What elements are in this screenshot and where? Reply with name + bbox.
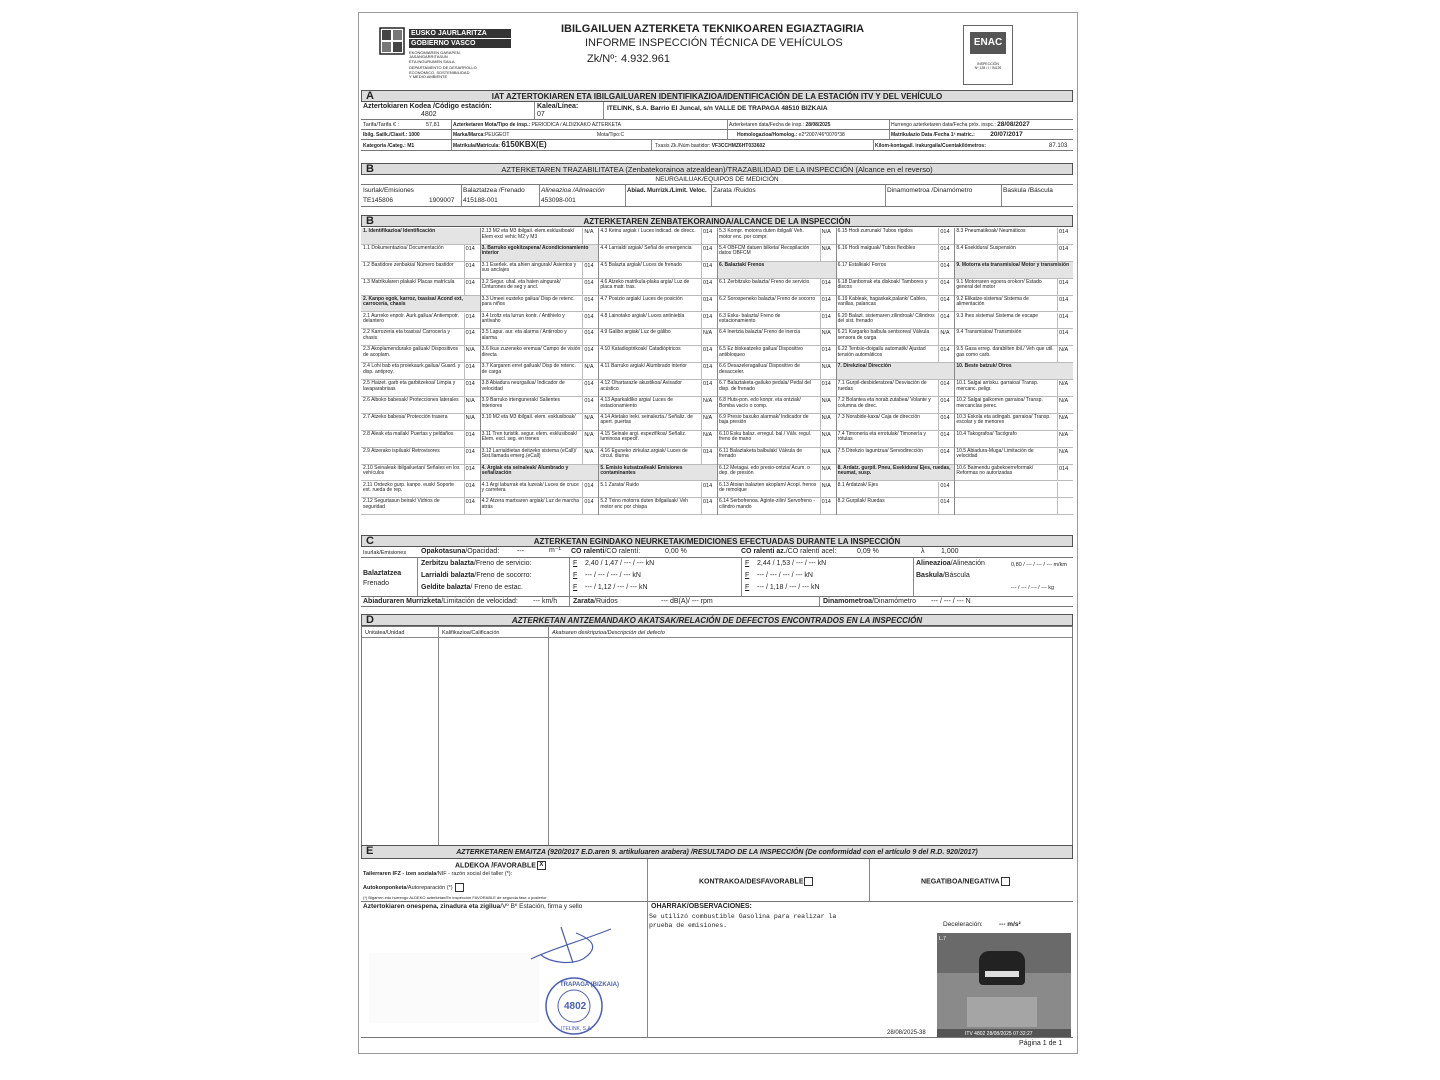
scope-group-header: 6. Balaztak/ Frenos [717,262,836,279]
result-block: ALDEKOA /FAVORABLE X Tailerraren IFZ - izen soziala/NIF - razón social del taller (*): Autokonponketa/Autoreparación (*) (*) Bigarren edo hurrengo ALDEKO azterketan/En inspección FAVORABLE de segunda fase o posterior KONTRAKOA/DESFAVORABLE NEGATIBOA/NEGATIVA [361,859,1073,902]
scope-item-code: 014 [582,262,598,279]
scope-item-label: 4.11 Barruko argiak/ Alumbrado interior [598,363,701,380]
scope-group-header: 9. Motorra eta transmisioa/ Motor y transmisión [954,262,1073,279]
section-d-header: D AZTERKETAN ANTZEMANDAKO AKATSAK/RELACIÓN DE DEFECTOS ENCONTRADOS EN LA INSPECCIÓN [361,614,1073,626]
scope-item-code: N/A [820,465,836,482]
scope-item-label: 6.17 Estalkiak/ Forros [836,262,939,279]
scope-item-code: 014 [938,346,954,363]
signature-icon [521,919,631,969]
station-name: ITELINK, S.A. Barrio El Juncal, s/n VALLE DE TRAPAGA 48510 BIZKAIA [607,105,828,112]
scope-item-label: 8.3 Pneumatikoak/ Neumáticos [954,228,1057,245]
scope-item-label: 3.8 Abiadura neurgailua/ Indicador de velocidad [480,380,583,397]
scope-item-label: 3.4 Izoltz eta lurrun kontr. / Antihielo y antivaho [480,313,583,330]
scope-item-code: 014 [938,313,954,330]
scope-item-label: 3.12 Larrialdietan deitzeko sistema (eCall)/ Sist.llamada emerg.(eCall) [480,448,583,465]
scope-item-label: 6.5 Ez blokeatzeko gailua/ Dispositivo antibloqueo [717,346,820,363]
scope-item-label: 7.4 Timoneria eta errotulak/ Timonería y rótulas [836,431,939,448]
scope-item-label: 3.1 Eserlek. eta ahien aingurak/ Asientos y sus anclajes [480,262,583,279]
scope-item-code: N/A [938,329,954,346]
scope-item-label: 5.4 OBFCM datuen bilketa/ Recopilación datos OBFCM [717,245,820,262]
co-accel-value: 0,09 % [857,548,879,555]
section-a-row2: Tarifa/Tarifa € : 57,81 Azterketaren Mota/Tipo de insp.: PERIODICA / ALDIZKAKO AZTERKETA Azterketaren data/Fecha de insp.: 28/08/2025 Hurrengo azterketaren data/Fecha próx. inspc.: 28/08/2027 [361,120,1073,130]
vin-number: VF3CCHMZ6HT033602 [711,143,766,149]
scope-item-code: 014 [820,346,836,363]
scope-item-code: 014 [701,228,717,245]
scope-item-code: 014 [582,279,598,296]
scope-item-label: 2.8 Aleak eta mailak/ Puertas y peldaños [361,431,464,448]
logo-text-eu: EUSKO JAURLARITZA [409,29,511,38]
scope-item-code: N/A [1057,448,1073,465]
scope-item-label: 10.4 Takografoa/ Tacógrafo [954,431,1057,448]
scope-item-label: 6.11 Balaztaketa balbulak/ Válvula de frenado [717,448,820,465]
report-number: 4.932.961 [621,53,670,65]
scope-item-label: 9.5 Gasa erreg. darabilten ibil./ Veh que util. gas como carb. [954,346,1057,363]
scope-item-code: 014 [938,262,954,279]
scope-item-label: 9.1 Motorraren egoera orokorr/ Estado general del motor [954,279,1057,296]
scope-item-code: N/A [582,448,598,465]
scope-item-label: 2.5 Haizet. garb eta garbitzekoa/ Limpia y lavaparabrisas [361,380,464,397]
photo-timestamp: ITV 4802 28/08/2025 07:32:27 [965,1031,1033,1037]
scope-item-label: 3.6 Ikus zuzeneko eremua/ Campo de visión directa [480,346,583,363]
scope-item-label: 2.3 Akoplamendurako gailuak/ Dispositivos de acoplam. [361,346,464,363]
scope-group-header: 2. Kanpo egok, karroz, txasisa/ Acond ext, carrocería, chasis [361,296,480,313]
scope-column-divider [598,228,599,515]
vehicle-photo: L.7 ITV 4802 28/08/2025 07:32:27 [937,933,1071,1037]
scope-item-label: 2.12 Segurtasun beirak/ Vidrios de seguridad [361,498,464,515]
scope-item-code: N/A [820,228,836,245]
scope-item-label: 4.3 Keinu argiak / Luces indicad. de direcc. [598,228,701,245]
scope-item-code: N/A [701,329,717,346]
speed-noise-row: Abiaduraren Murrizketa/Limitación de velocidad: --- km/h Zarata/Ruidos --- dB(A)/ --- rpm Dinamometroa/Dinamómetro --- / --- / --- N [361,596,1073,607]
station-line: 07 [537,111,545,118]
scope-item-label: 4.2 Atzera martxaren argiak/ Luz de marcha atrás [480,498,583,515]
unfavorable-checkbox [804,877,813,886]
scope-item-label: 3.7 Kargaren erret gailuak/ Disp de retenc. de carga [480,363,583,380]
scope-item-label: 3.10 M2 eta M3 ibilgail. elem. esklusiboak/ [480,414,583,431]
scope-item-code: N/A [464,346,480,363]
scope-item-code: 014 [464,329,480,346]
logo-text-es: GOBIERNO VASCO [409,39,511,48]
scope-item-label: 6.15 Hodi zurrunak/ Tubos rígidos [836,228,939,245]
scope-item-label: 4.10 Katadioptrikoak/ Catadióptricos [598,346,701,363]
scope-item-label: 6.4 Inertzia balazta/ Freno de inercia [717,329,820,346]
scope-item-label: 2.11 Ordezko gurp. kanpo. eusk/ Soporte ext. rueda de rep. [361,482,464,499]
scope-item-label: 10.6 Baimendu gabekoerreformak/ Reformas no autorizadas [954,465,1057,482]
favorable-label: ALDEKOA /FAVORABLE [455,862,536,870]
scope-item-label: 6.10 Esku balaz. erregul. bal./ Válv. regul. freno de mano [717,431,820,448]
scope-item-label: 7.2 Bolantea eta norab.zutabea/ Volante y columna de direc. [836,397,939,414]
scope-item-code: 014 [582,397,598,414]
scope-item-code: 014 [938,448,954,465]
emissions-row: Isurlak/Emisiones Opakotasuna/Opacidad: --- m⁻¹ CO ralenti/CO ralentí: 0,00 % CO ralenti az./CO ralentí acel: 0,09 % λ 1,000 [361,547,1073,558]
observations-text-1: Se utilizó combustible Gasolina para realizar la [649,913,837,920]
scope-item-code: 014 [1057,465,1073,482]
scope-item-code: 014 [464,279,480,296]
scope-item-label: 2.10 Seinaleak ibilgailuetan/ Señales en los vehículos [361,465,464,482]
scope-item-label: 7.1 Gurpil-desbideratzea/ Desviación de ruedas [836,380,939,397]
scope-item-label: 3.2 Segur. uhal. eta haien aingurak/ Cinturones de seg y ancl. [480,279,583,296]
scope-item-label: 8.4 Esekidura/ Suspensión [954,245,1057,262]
scope-item-label: 6.19 Kableak, hagaxkak,palank/ Cables, varillas, palancas [836,296,939,313]
scope-item-code: 014 [701,346,717,363]
scope-item-code: N/A [820,397,836,414]
station-code: 4802 [421,111,437,118]
scope-item-code: 014 [820,380,836,397]
scope-item-label: 3.11 Tren turistik. segur. elem. esklusiboak/ Elem. excl. seg. en trenes [480,431,583,448]
scope-item-code: 014 [464,465,480,482]
section-b1-header: B AZTERKETAREN TRAZABILITATEA (Zenbatekorainoa atzealdean)/TRAZABILIDAD DE LA INSPECCIÓN (Alcance en el reverso) [361,163,1073,175]
scope-item-label: 4.15 Seinale argi. espezifikoa/ Señaliz. luminosa especif. [598,431,701,448]
scope-item-label: 3.3 Umeei eusteko gailua/ Disp de retenc. para niños [480,296,583,313]
signature-observations-block: Aztertokiaren onespena, zinadura eta zigilua/Vº Bº Estación, firma y sello TRAPAGA (BIZKAIA) 4802 ITELINK, S.A. OHARRAK/OBSERVACIONES: Se utilizó combustible Gasolina para realizar la prueba de emisiones. Deceleración: --- m/s² L.7 ITV 4802 28/08/2025 07:32:27 28/08/2025-38 [361,901,1073,1038]
scope-item-label: 6.12 Metagai. edo presio-ontzia/ Acum. o dep. de presión [717,465,820,482]
scope-item-code: N/A [820,329,836,346]
scope-item-code: 014 [820,498,836,515]
scope-item-label: 8.2 Gurpilak/ Ruedas [836,498,939,515]
scope-item-code: N/A [1057,431,1073,448]
scope-item-code: 014 [938,296,954,313]
scope-item-label: 4.8 Lainotako argiak/ Luces antiniebla [598,313,701,330]
measuring-equipment-title: NEURGAILUAK/EQUIPOS DE MEDICIÓN [361,175,1073,185]
scope-item-label: 9.2 Elikatze-sistema/ Sistema de alimentación [954,296,1057,313]
scope-item-code: N/A [701,431,717,448]
scope-item-code: 014 [464,498,480,515]
scope-item-label: 6.3 Esku- balazta/ Freno de estacionamiento [717,313,820,330]
scope-item-code: 014 [582,313,598,330]
enac-text: INSPECCIÓN Nº 128 / I / IN126 [974,62,1002,70]
scope-item-code: 014 [464,363,480,380]
scope-item-label: 2.9 Atzerako ispiluak/ Retrovisores [361,448,464,465]
scope-item-code: 014 [1057,245,1073,262]
report-title-es: INFORME INSPECCIÓN TÉCNICA DE VEHÍCULOS [585,37,843,49]
co-idle-value: 0,00 % [665,548,687,555]
scope-item-label: 2.4 Lohi bab eta proiekaurk.gailua/ Guard. y disp. antiproy. [361,363,464,380]
scope-item-label: 6.22 Tentsio-doigailu automatik/ Ajustad tensión automáticos [836,346,939,363]
scope-item-code: N/A [464,414,480,431]
scope-item-label: 8.1 Ardatzak/ Ejes [836,482,939,499]
scope-item-label: 2.2 Karrozeria eta txasisa/ Carrocería y chasis [361,329,464,346]
section-a-row1: Aztertokiaren Kodea /Código estación: 4802 Kalea/Línea: 07 ITELINK, S.A. Barrio El Juncal, s/n VALLE DE TRAPAGA 48510 BIZKAIA [361,102,1073,120]
scope-item-label: 6.7 Balaztaketa-gailuko pedala/ Pedal del disp. de frenado [717,380,820,397]
department-name: EKONOMIAREN GARAPEN, JASANGARRITASUN ETA INGURUMEN SAILA DEPARTAMENTO DE DESARROLLO ECONÓMICO, SOSTENIBILIDAD Y MEDIO AMBIENTE [409,50,477,80]
scope-item-code: 014 [582,380,598,397]
scope-item-code: 014 [938,245,954,262]
scope-item-code: N/A [582,363,598,380]
scope-item-label: 5.3 Kompr. motorra duten ibilgail/ Veh. motor enc. por compr. [717,228,820,245]
scope-item-code: N/A [701,397,717,414]
scope-item-code: 014 [701,498,717,515]
scope-item-code: 014 [464,431,480,448]
scope-item-code: 014 [938,279,954,296]
scope-item-code: N/A [701,414,717,431]
scope-item-code: 014 [464,448,480,465]
scope-item-label: 2.1 Aurreko enpolr. Aurk.gailua/ Antiempotr. delantero [361,313,464,330]
section-a-row3: Ibilg. Sailk./Clasif.: 1000 Marka/Marca:PEUGEOT Mota/Tipo:C Homologazioa/Homolog.: e2*2007/46*0070*38 Matrikulazio Data /Fecha 1ª matric.: 20/07/2017 [361,130,1073,140]
scope-item-code: 014 [701,296,717,313]
scope-column-divider [480,228,481,515]
scope-item-label: 6.20 Balazt. sistemaren zilindroak/ Cilindros del sist. frenado [836,313,939,330]
scope-item-code: N/A [820,431,836,448]
scope-item-label: 1.2 Bastidore zenbakia/ Número bastidor [361,262,464,279]
scope-item-label [954,482,1057,499]
parking-brake-axle1: --- / 1,12 / --- / --- kN [585,584,648,591]
scope-item-code: 014 [938,482,954,499]
scope-item-label: 10.5 Abiadura-Muga/ Limitación de velocidad [954,448,1057,465]
scope-item-label: 6.16 Hodi malguak/ Tubos flexibles [836,245,939,262]
scope-item-code: 014 [938,397,954,414]
scope-column-divider [717,228,718,515]
section-a-row4: Kategoria /Categ.: M1 Matrikula/Matrícula: 6150KBX(E) Txasis Zk./Núm bastidor: VF3CCHMZ6HT033602 Kilom-kontagail. irakurgaila/Cuentakilómetros: 87.103 [361,140,1073,151]
scope-item-code: 014 [938,228,954,245]
scope-item-code: 014 [701,482,717,499]
scope-item-code: 014 [820,279,836,296]
scope-item-code: N/A [464,397,480,414]
scope-column-divider [954,228,955,515]
scope-group-header: 7. Direkzioa/ Dirección [836,363,955,380]
stamp-number: 4802 [564,1001,587,1012]
scope-group-header: 10. Beste batzuk/ Otros [954,363,1073,380]
scope-item-code: N/A [1057,397,1073,414]
section-c-header: C AZTERKETAN EGINDAKO NEURKETAK/MEDICIONES EFECTUADAS DURANTE LA INSPECCIÓN [361,535,1073,547]
scope-item-code: 014 [701,380,717,397]
report-title-eu: IBILGAILUEN AZTERKETA TEKNIKOAREN EGIAZTAGIRIA [561,23,865,35]
scope-item-code: 014 [582,482,598,499]
scope-item-label: 4.7 Posizio argiak/ Luces de posición [598,296,701,313]
scope-item-code: 014 [464,482,480,499]
scope-item-code: N/A [1057,414,1073,431]
scope-item-code: N/A [820,363,836,380]
scope-item-code: 014 [464,245,480,262]
scope-item-label: 5.2 Txino motorra duten ibilgailuak/ Veh motor enc por chispa [598,498,701,515]
scope-item-label: 7.3 Norabide-kaxa/ Caja de dirección [836,414,939,431]
scope-item-label: 4.13 Aparkaldiko argia/ Luces de estacionamiento [598,397,701,414]
scope-item-label: 10.2 Salgai galkorren garraioa/ Transp. mercancías perec. [954,397,1057,414]
section-e-header: E AZTERKETAREN EMAITZA (920/2017 E.D.aren 9. artikuluaren arabera) /RESULTADO DE LA INSPECCIÓN (De conformidad con el artículo 9 del R.D. 920/2017) [361,845,1073,859]
scope-item-label: 6.1 Zerbitzuko balazta/ Freno de servicio [717,279,820,296]
scope-item-label [954,498,1057,515]
scope-item-label: 10.3 Eskola eta adingab. garraioa/ Transp. escolar y de menores [954,414,1057,431]
parking-brake-axle2: --- / 1,18 / --- / --- kN [757,584,820,591]
scope-item-code: N/A [1057,380,1073,397]
scope-item-code: 014 [582,346,598,363]
scope-item-code: 014 [701,245,717,262]
scope-item-label: 6.14 Serbofrenoa. Agintе-zilin/ Servofreno - cilindro mando [717,498,820,515]
unfavorable-label: KONTRAKOA/DESFAVORABLE [699,878,804,886]
scope-item-label: 7.5 Direkzio laguntzua/ Servodirección [836,448,939,465]
scope-item-code: N/A [820,245,836,262]
scope-item-code: 014 [1057,313,1073,330]
service-brake-axle2: 2,44 / 1,53 / --- / --- kN [757,560,827,567]
scope-item-code: 014 [938,431,954,448]
scope-item-code: 014 [820,296,836,313]
scope-item-code: 014 [582,296,598,313]
scope-item-code: 014 [464,262,480,279]
scope-item-code: 014 [701,313,717,330]
signature-box [369,953,539,1023]
scope-item-label: 3.5 Lapur. aur. eta alarma / Antirrobo y alarma [480,329,583,346]
scope-item-label: 6.13 Atoian balazten akoplam/ Acopl. frenos de remolque [717,482,820,499]
scope-item-label: 2.6 Alboko babesak/ Protecciones laterales [361,397,464,414]
coat-of-arms-icon [379,27,405,57]
scope-item-label: 4.16 Egunеko zirkulaz.argiak/ Luces de circul. diurna [598,448,701,465]
section-a-header: A IAT AZTERTOKIAREN ETA IBILGAILUAREN IDENTIFIKAZIOA/IDENTIFICACIÓN DE LA ESTACIÓN ITV Y DEL VEHÍCULO [361,90,1073,102]
scope-item-label: 3.9 Barruko irtengunerak/ Salientes interiores [480,397,583,414]
scope-item-label: 4.5 Balazta argiak/ Luces de frenado [598,262,701,279]
scope-item-code: 014 [938,414,954,431]
scope-item-label: 9.3 Ihes sistema/ Sistema de escape [954,313,1057,330]
report-number-label: Zk/Nº: [587,53,618,65]
scope-item-code: N/A [582,228,598,245]
scope-group-header: 5. Emisio kutsatzaileak/ Emisiones contaminantes [598,465,717,482]
scope-item-code: N/A [820,414,836,431]
enac-logo-icon: ENAC [970,32,1006,54]
scope-item-code [1057,482,1073,499]
scope-item-code: 014 [701,363,717,380]
scope-item-label: 6.6 Desazeleragailua/ Dispositivo de desacceler. [717,363,820,380]
scope-group-header: 1. Identifikazioa/ Identificación [361,228,480,245]
scope-item-code: 014 [1057,279,1073,296]
lambda-value: 1,000 [941,548,959,555]
scope-item-label: 6.21 Kargarko balbula sentsorea/ Válvula sensora de carga [836,329,939,346]
scope-item-code: 014 [938,380,954,397]
service-brake-axle1: 2,40 / 1,47 / --- / --- kN [585,560,655,567]
scope-item-code: N/A [582,414,598,431]
braking-block: Balaztatzea Frenado Zerbitzu balazta/Freno de servicio: Larrialdi balazta/Freno de socorro: Geldite balazta/ Freno de estac. F 2,40 / 1,47 / --- / --- kN F --- / --- / --- / --- kN F --- / 1,12 / --- / --- kN F 2,44 / 1,53 / --- / --- kN F --- / --- / --- / --- kN F --- / 1,18 / --- / --- kN Alineazioa/Alineación 0,80 / --- / --- / --- m/km Baskula/Báscula --- / --- / --- / --- kg [361,558,1073,597]
scope-item-label: 2.7 Atzeko babesa/ Protección trasera [361,414,464,431]
negative-checkbox [1001,877,1010,886]
scope-item-label: 2.13 M2 eta M3 ibilgail. elem.esklusiboak/ Elem excl vehíc M2 y M3 [480,228,583,245]
scope-item-code: N/A [820,482,836,499]
scope-item-code: N/A [820,448,836,465]
scope-item-label: 4.12 Ohartarazle akustikoa/ Avisador acústico [598,380,701,397]
car-icon [979,951,1025,985]
scope-item-code: 014 [1057,296,1073,313]
scope-group-header: 8. Ardatz. gurpil. Pneu, Esekidura/ Ejes, ruedas, neumat, susp. [836,465,955,482]
scope-item-label: 4.4 Larrialdi argiak/ Señal de emergencia [598,245,701,262]
page-number: Página 1 de 1 [1019,1040,1063,1047]
observations-text-2: prueba de emisiones. [649,922,728,929]
scope-item-label: 1.1 Dokumentazioa/ Documentación [361,245,464,262]
scope-item-label: 1.3 Matrikularen plakak/ Placas matrícula [361,279,464,296]
scope-item-label: 6.2 Sorospeneko balazta/ Freno de socorro [717,296,820,313]
scope-item-label: 4.6 Atzeko matrikula-plaka argia/ Luz de placa matr. tras. [598,279,701,296]
odometer-value: 87.103 [1049,143,1068,149]
scope-item-code: 014 [1057,228,1073,245]
scope-item-code: 014 [938,498,954,515]
scope-item-code [1057,498,1073,515]
scope-item-label: 5.1 Zarata/ Ruido [598,482,701,499]
scope-column-divider [836,228,837,515]
scope-item-code: 014 [820,313,836,330]
scope-item-label: 6.18 Danborrak eta diskoak/ Tambores y discos [836,279,939,296]
inspection-report-sheet [358,12,1078,1054]
scope-item-code: 014 [464,313,480,330]
scope-item-code: 014 [701,448,717,465]
scope-item-code: N/A [582,431,598,448]
scope-item-code: 014 [582,329,598,346]
scope-item-code: N/A [1057,346,1073,363]
scope-item-label: 9.4 Transmisioa/ Transmisión [954,329,1057,346]
favorable-checkbox: X [537,861,546,870]
plate-number: 6150KBX(E) [501,140,547,149]
scope-item-label: 6.8 Huts-pon. edo konpr. eta ontziak/ Bomba vacío o comp. [717,397,820,414]
scope-item-code: 014 [1057,329,1073,346]
scope-item-code: 014 [582,498,598,515]
scope-item-label: 4.1 Argi laburrak eta luzeak/ Luces de cruce y carretera [480,482,583,499]
scope-group-header: 4. Argiak eta seinaleak/ Alumbrado y señalización [480,465,599,482]
scope-item-code: 014 [701,279,717,296]
scope-item-label: 4.14 Atetako ireki. seinaleztа./ Señaliz. de apert. puertas [598,414,701,431]
enac-accreditation [963,25,1013,85]
scope-item-code: 014 [464,380,480,397]
scope-item-label: 4.9 Galibo argiak/ Luz de gálibo [598,329,701,346]
scope-item-label: 10.1 Salgai arrisku. garraioa/ Transp. mercanc. peligr. [954,380,1057,397]
defects-table: Unitatea/Unidad Kalifikazioa/Calificación Akatsaren deskripzioa/Descripción del defecto [361,626,1073,848]
scope-item-label: 6.9 Presio baxuko alarmak/ Indicador de baja presión [717,414,820,431]
scope-group-header: 3. Barruko egokitzapena/ Acondicionamiento interior [480,245,599,262]
scope-item-code: 014 [701,262,717,279]
section-b2-header: B AZTERKETAREN ZENBATEKORAINOA/ALCANCE DE LA INSPECCIÓN [361,215,1073,227]
negative-label: NEGATIBOA/NEGATIVA [921,878,1000,886]
measuring-equipment-row: Isurlak/Emisiones TE145806 1909007 Balaztatzea /Frenado 415188-001 Alineazioa /Alineación 453098-001 Abiad. Murrizk./Limit. Veloc. Zarata /Ruidos Dinamometroa /Dinamómetro Baskula /Báscula [361,185,1073,207]
self-repair-checkbox [455,883,464,892]
